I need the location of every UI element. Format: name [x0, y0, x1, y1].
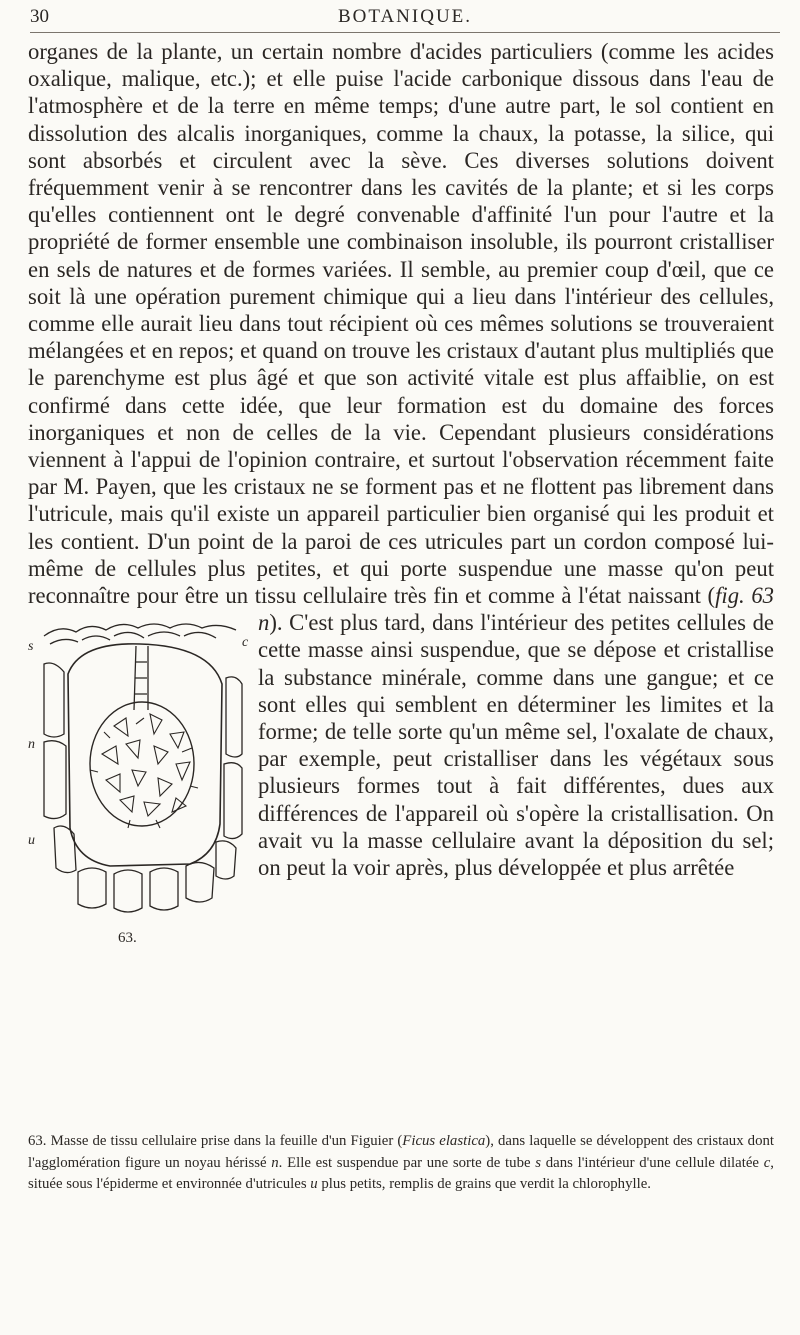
caption-letter-u: u — [310, 1176, 318, 1193]
figure-label-c: c — [242, 635, 249, 651]
page-header — [30, 6, 780, 32]
text-after-figure-reference-head: ). C'est plus tard, dans l'intérieur des petites — [269, 610, 677, 636]
page-number: 30 — [30, 6, 49, 27]
text-after-figure-reference-tail: cellules de cette masse ainsi suspendue, que se dépose et cristallise la substance minérale, comme dans une gangue; et ce sont elles qui semblent en déterminer les limites et la forme; de telle sorte qu'un même sel, l'oxalate de chaux, par exemple, peut cristalliser dans les végétaux sous plusieurs formes tout à fait différentes, dues aux différences de l'appareil où s'opère la cristallisation. On avait vu la masse cellulaire avant la déposition du sel; on peut la voir après, plus développée et plus arrêtée — [258, 610, 774, 881]
caption-text: . Elle est suspendue par une sorte de tube — [278, 1154, 536, 1171]
figure-number: 63. — [118, 930, 137, 947]
caption-text: 63. Masse de tissu cellulaire prise dans la feuille d'un Figuier ( — [28, 1133, 403, 1149]
cell-tissue-illustration — [40, 614, 245, 919]
figure-label-n: n — [28, 737, 35, 753]
figure-caption — [28, 1131, 774, 1196]
running-title: BOTANIQUE. — [337, 6, 473, 27]
body-paragraph — [28, 38, 775, 947]
caption-text: ), dans laquelle se développent des cristaux dont l'agglomération figure un noyau hérissé — [28, 1133, 774, 1171]
caption-letter-n: n — [271, 1154, 279, 1171]
caption-letter-c: c — [763, 1154, 771, 1171]
caption-text: plus petits, remplis de grains que verdit la chlorophylle. — [317, 1176, 651, 1193]
figure-63 — [28, 609, 254, 965]
figure-reference: fig. 63 n — [258, 583, 775, 636]
header-rule — [30, 32, 780, 33]
text-before-figure-reference: organes de la plante, un certain nombre d'acides particuliers (comme les acides oxalique, malique, etc.); et elle puise l'acide carbonique dissous dans l'eau de l'atmosphère et de la terre en même temps; d'une autre part, le sol contient en dissolution des alcalis inorganiques, comme la chaux, la potasse, la silice, qui sont absorbés et circulent avec la sève. Ces diverses solutions doivent fréquemment venir à se rencontrer dans les cavités de la plante; et si les corps qu'elles contiennent ont le degré convenable d'affinité l'un pour l'autre et la propriété de former ensemble une combinaison insoluble, ils pourront cristalliser en sels de natures et de formes variées. Il semble, au premier coup d'œil, que ce soit là une opération purement chimique qui a lieu dans l'intérieur des cellules, comme elle aurait lieu dans tout récipient où ces mêmes solutions se trouveraient mélangées et en repos; et quand on trouve les cristaux d'autant plus multipliés que le parenchyme est plus âgé et que son activité vitale est plus affaiblie, on est confirmé dans cette idée, que leur formation est du domaine des forces inorganiques et non de celles de la vie. Cependant plusieurs considérations viennent à l'appui de l'opinion contraire, et surtout l'observation récemment faite par M. Payen, que les cristaux ne se forment pas et ne flottent pas librement dans l'utricule, mais qu'il existe un appareil particulier bien organisé qui les produit et les contient. D'un point de la paroi de ces utricules part un cordon composé lui-même de cellules plus petites, et qui porte suspendue une masse qu'on peut reconnaître pour être un tissu cellulaire très fin et comme à l'état naissant ( — [28, 39, 774, 609]
figure-label-u: u — [28, 833, 35, 849]
caption-letter-s: s — [535, 1154, 542, 1171]
caption-text: dans l'intérieur d'une cellule dilatée — [541, 1154, 764, 1171]
caption-text: , située sous l'épiderme et environnée d'utricules — [28, 1154, 774, 1193]
figure-label-s: s — [28, 639, 34, 655]
caption-species: Ficus elastica — [402, 1133, 486, 1149]
text-after-figure-reference — [28, 610, 774, 947]
body-text — [28, 38, 774, 965]
